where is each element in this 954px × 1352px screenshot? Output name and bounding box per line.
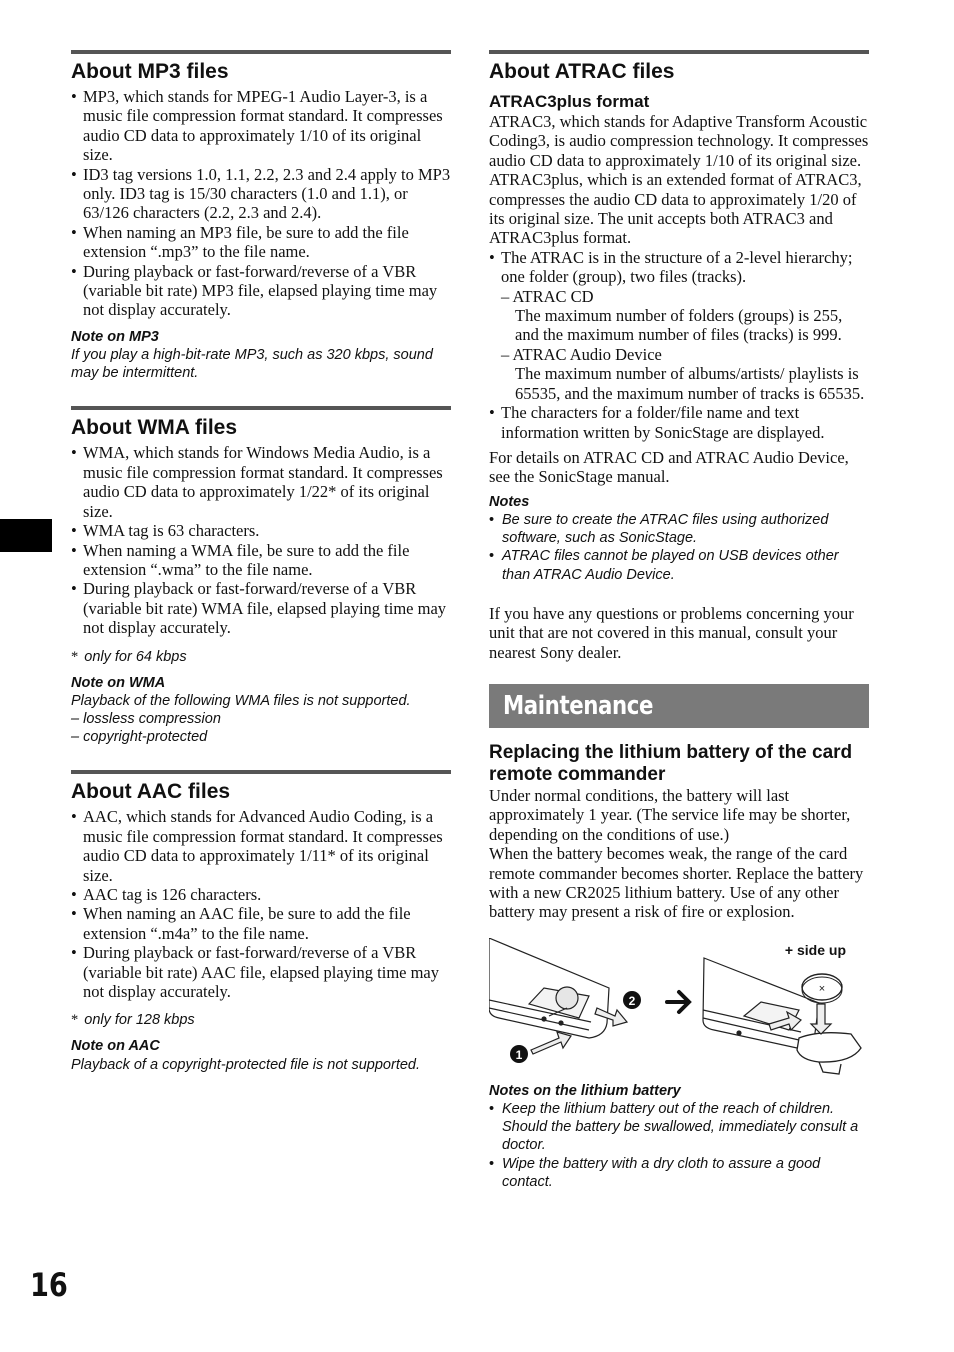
aac-bullet: • AAC, which stands for Advanced Audio Coding, is a music file compression format standard. It compresses audio CD data to approximately 1/11* of its original size. <box>71 807 451 885</box>
atrac-note-item: • Be sure to create the ATRAC files using authorized software, such as SonicStage. <box>489 511 869 547</box>
wma-footnote <box>71 648 451 666</box>
dealer-contact-text: If you have any questions or problems concerning your unit that are not covered in this manual, consult your nearest Sony dealer. <box>489 603 854 662</box>
mp3-note <box>71 328 451 383</box>
mp3-bullet: • During playback or fast-forward/reverse of a VBR (variable bit rate) MP3 file, elapsed playing time may not display accurately. <box>71 262 451 320</box>
atrac-bullet: • The characters for a folder/file name and text information written by SonicStage are displayed. <box>489 403 869 442</box>
right-column <box>489 50 869 1191</box>
battery-illustration <box>489 938 869 1078</box>
aac-heading: About AAC files <box>71 780 231 804</box>
wma-note-line: – copyright-protected <box>71 729 208 746</box>
wma-heading: About WMA files <box>71 416 238 440</box>
left-column <box>71 50 451 1074</box>
wma-note <box>71 674 451 747</box>
page-number: 16 <box>30 1266 68 1304</box>
battery-plus-mark: × <box>818 982 826 995</box>
mp3-bullet: • MP3, which stands for MPEG-1 Audio Layer-3, is a music file compression format standard. It compresses audio CD data to approximately 1/10 of its original size. <box>71 87 451 165</box>
aac-bullet: • During playback or fast-forward/reverse of a VBR (variable bit rate) AAC file, elapsed playing time may not display accurately. <box>71 943 451 1001</box>
battery-note-item: • Wipe the battery with a dry cloth to assure a good contact. <box>489 1155 869 1191</box>
mp3-note-text: If you play a high-bit-rate MP3, such as 320 kbps, sound may be intermittent. <box>71 347 433 382</box>
footnote-star: * <box>71 1012 79 1029</box>
next-step-arrow-icon <box>667 992 689 1012</box>
aac-bullet: • AAC tag is 126 characters. <box>71 885 451 904</box>
maintenance-section <box>489 684 869 1191</box>
atrac-audio-device-title: – ATRAC Audio Device <box>501 344 662 364</box>
mp3-heading: About MP3 files <box>71 60 229 83</box>
battery-para-2: When the battery becomes weak, the range of the card remote commander becomes shorter. Replace the battery with a new CR2025 lithium battery. Use of any other battery may present a risk of fire or explosion. <box>489 844 864 922</box>
aac-section <box>71 770 451 1073</box>
wma-note-line: Playback of the following WMA files is not supported. <box>71 692 411 709</box>
atrac-intro: ATRAC3, which stands for Adaptive Transform Acoustic Coding3, is audio compression technology. It compresses audio CD data to approximately 1/10 of its original size. ATRAC3plus, which is an extended format of ATRAC3, compresses the audio CD data to approximately 1/20 of its original size. The unit accepts both ATRAC3 and ATRAC3plus format. <box>489 112 869 248</box>
aac-footnote-text: only for 128 kbps <box>84 1012 195 1029</box>
atrac-note-item: • ATRAC files cannot be played on USB devices other than ATRAC Audio Device. <box>489 547 869 583</box>
maintenance-title: Maintenance <box>503 690 654 721</box>
mp3-note-title: Note on MP3 <box>71 328 159 345</box>
battery-notes <box>489 1082 869 1191</box>
battery-tray <box>797 1032 861 1073</box>
battery-replacement-figure <box>489 938 869 1078</box>
wma-note-title: Note on WMA <box>71 674 166 691</box>
mp3-section <box>71 50 451 382</box>
remote-commander-right <box>703 958 819 1048</box>
wma-bullet: • When naming a WMA file, be sure to add the file extension “.wma” to the file name. <box>71 541 451 580</box>
mp3-bullet: • When naming an MP3 file, be sure to add the file extension “.mp3” to the file name. <box>71 223 451 262</box>
mp3-bullets <box>71 87 451 320</box>
battery-note-item: • Keep the lithium battery out of the reach of children. Should the battery be swallowed, immediately consult a doctor. <box>489 1100 869 1155</box>
atrac-bullets <box>489 248 869 442</box>
maintenance-title-bar <box>489 684 869 728</box>
wma-bullet: • WMA, which stands for Windows Media Audio, is a music file compression format standard. It compresses audio CD data to approximately 1/22* of its original size. <box>71 443 451 521</box>
battery-para-1: Under normal conditions, the battery will last approximately 1 year. (The service life may be shorter, depending on the conditions of use.) <box>489 785 851 844</box>
atrac-bullet <box>489 248 869 403</box>
battery-heading: Replacing the lithium battery of the card remote commander <box>489 741 853 785</box>
battery-notes-list <box>489 1100 869 1191</box>
atrac-bullet-text: • The ATRAC is in the structure of a 2-level hierarchy; one folder (group), two files (tracks). <box>501 247 853 287</box>
step-2-badge <box>623 991 641 1009</box>
wma-section <box>71 406 451 746</box>
step-1-badge <box>510 1045 528 1063</box>
atrac-notes <box>489 493 869 584</box>
step-2-label: 2 <box>628 993 636 1008</box>
atrac-subheading: ATRAC3plus format <box>489 92 650 111</box>
wma-note-line: – lossless compression <box>71 710 221 727</box>
step-1-label: 1 <box>515 1047 523 1062</box>
atrac-cd-title: – ATRAC CD <box>501 286 594 306</box>
atrac-heading: About ATRAC files <box>489 60 675 83</box>
aac-footnote <box>71 1011 451 1029</box>
aac-note <box>71 1037 451 1073</box>
footnote-star: * <box>71 648 79 665</box>
wma-footnote-text: only for 64 kbps <box>84 648 187 665</box>
aac-note-text: Playback of a copyright-protected file is not supported. <box>71 1056 420 1073</box>
atrac-section <box>489 50 869 662</box>
atrac-notes-list <box>489 511 869 584</box>
mp3-bullet: • ID3 tag versions 1.0, 1.1, 2.2, 2.3 and 2.4 apply to MP3 only. ID3 tag is 15/30 characters (1.0 and 1.1), or 63/126 characters (2.2, 2.3 and 2.4). <box>71 165 451 223</box>
side-up-label: + side up <box>784 941 846 958</box>
aac-bullets <box>71 807 451 1001</box>
atrac-cd-text: The maximum number of folders (groups) is 255, and the maximum number of files (tracks) is 999. <box>515 306 843 345</box>
atrac-audio-device-text: The maximum number of albums/artists/ playlists is 65535, and the maximum number of tracks is 65535. <box>515 364 865 403</box>
battery-notes-title: Notes on the lithium battery <box>489 1082 681 1099</box>
atrac-details: For details on ATRAC CD and ATRAC Audio Device, see the SonicStage manual. <box>489 447 849 487</box>
wma-bullets <box>71 443 451 637</box>
aac-bullet: • When naming an AAC file, be sure to add the file extension “.m4a” to the file name. <box>71 904 451 943</box>
wma-bullet: • During playback or fast-forward/reverse of a VBR (variable bit rate) WMA file, elapsed playing time may not display accurately. <box>71 579 451 637</box>
remote-commander-left <box>489 938 609 1038</box>
wma-bullet: • WMA tag is 63 characters. <box>71 521 451 540</box>
section-tab-marker <box>0 519 52 552</box>
aac-note-title: Note on AAC <box>71 1038 160 1055</box>
atrac-notes-title: Notes <box>489 493 530 510</box>
